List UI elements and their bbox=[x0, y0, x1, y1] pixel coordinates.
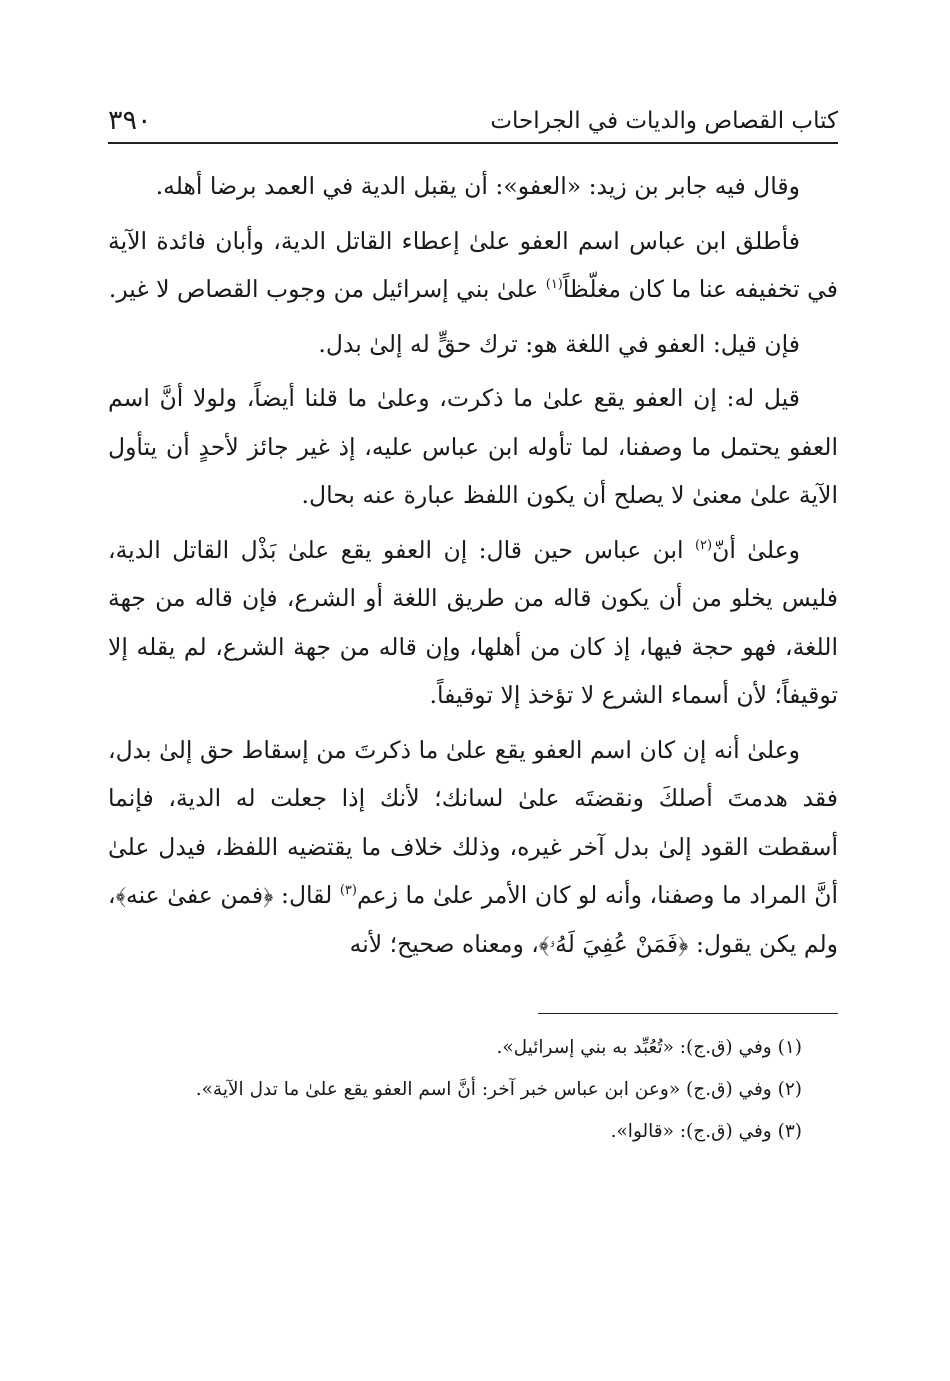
footnote-ref: (٢) bbox=[694, 537, 713, 553]
paragraph: قيل له: إن العفو يقع علىٰ ما ذكرت، وعلىٰ ما قلنا أيضاً، ولولا أنَّ اسم العفو يحتمل ما وصفنا، لما تأوله ابن عباس عليه، إذ غير جائز لأحدٍ أن يتأول الآية علىٰ معنىٰ لا يصلح أن يكون اللفظ عبارة عنه بحال. bbox=[108, 384, 838, 509]
footnote-ref: (٣) bbox=[339, 883, 357, 899]
footnote: (٢) وفي (ق.ج) «وعن ابن عباس خبر آخر: أنَّ اسم العفو يقع علىٰ ما تدل الآية». bbox=[195, 1079, 802, 1100]
paragraph: وعلىٰ أنّ$^{(٢)}$ ابن عباس حين قال: إن العفو يقع علىٰ بَذْل القاتل الدية، فليس يخلو من أن يكون قاله من طريق اللغة أو الشرع، فإن قاله من جهة اللغة، فهو حجة فيها، إذ كان من أهلها، وإن قاله من جهة الشرع، لم يقله إلا توقيفاً؛ لأن أسماء الشرع لا تؤخذ إلا توقيفاً. bbox=[108, 535, 838, 709]
footnote: (٣) وفي (ق.ج): «قالوا». bbox=[610, 1121, 802, 1142]
paragraph: فأطلق ابن عباس اسم العفو علىٰ إعطاء القاتل الدية، وأبان فائدة الآية في تخفيفه عنا ما كان مغلّظاً$^{(١)}$ علىٰ بني إسرائيل من وجوب القصاص لا غير. bbox=[108, 226, 838, 303]
footnote-ref: (١) bbox=[545, 277, 563, 293]
footnote-separator bbox=[538, 1013, 838, 1014]
footnotes bbox=[108, 1030, 838, 1156]
page-header bbox=[108, 96, 838, 144]
book-page bbox=[108, 0, 838, 1381]
footnote: (١) وفي (ق.ج): «تُعُبِّد به بني إسرائيل». bbox=[496, 1037, 802, 1058]
page-number: ٣٩٠ bbox=[108, 105, 152, 136]
paragraph: وعلىٰ أنه إن كان اسم العفو يقع علىٰ ما ذكرتَ من إسقاط حق إلىٰ بدل، فقد هدمتَ أصلكَ ونقضتَه علىٰ لسانك؛ لأنك إذا جعلت له الدية، فإنما أسقطت القود إلىٰ بدل آخر غيره، وذلك خلاف ما يقتضيه اللفظ، فيدل علىٰ أنَّ المراد ما وصفنا، وأنه لو كان الأمر علىٰ ما زعم$^{(٣)}$ لقال: ﴿فمن عفىٰ عنه﴾، ولم يكن يقول: ﴿فَمَنْ عُفِيَ لَهُۥ﴾، ومعناه صحيح؛ لأنه bbox=[108, 735, 838, 958]
paragraph: وقال فيه جابر بن زيد: «العفو»: أن يقبل الدية في العمد برضا أهله. bbox=[155, 172, 800, 200]
main-text bbox=[108, 162, 838, 974]
paragraph: فإن قيل: العفو في اللغة هو: ترك حقٍّ له إلىٰ بدل. bbox=[318, 329, 800, 358]
running-title: كتاب القصاص والديات في الجراحات bbox=[490, 108, 838, 134]
